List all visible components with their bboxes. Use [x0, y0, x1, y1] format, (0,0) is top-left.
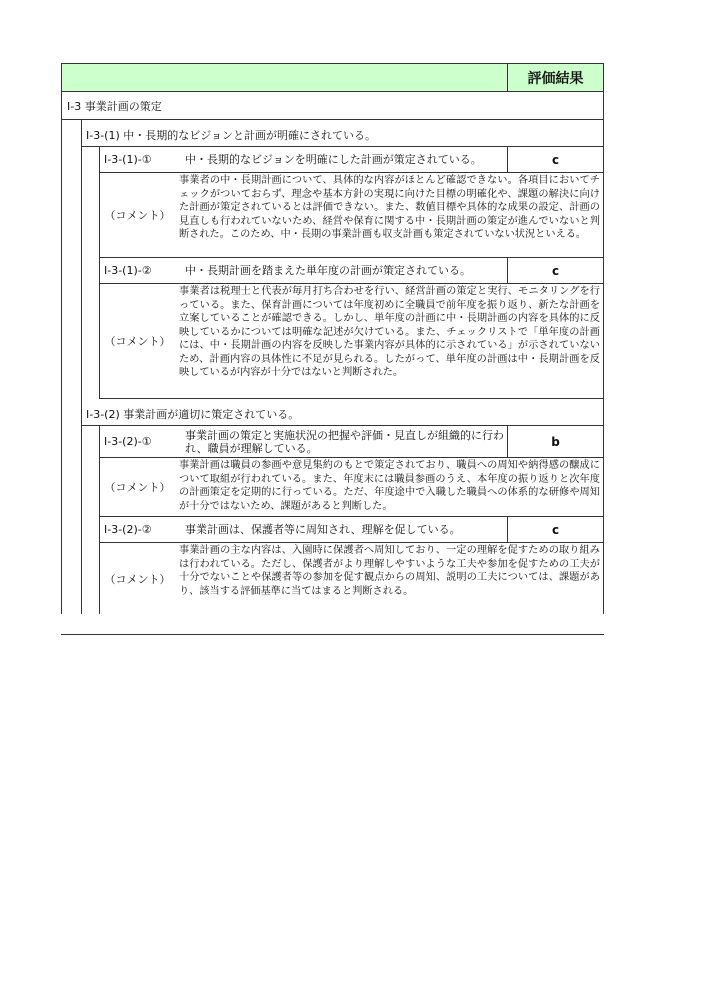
item-code: Ⅰ-3-(1)-① [104, 153, 152, 166]
item-rating: b [507, 426, 603, 457]
item-row [99, 426, 603, 458]
item-row [99, 147, 603, 173]
section-title: Ⅰ-3 事業計画の策定 [61, 92, 604, 120]
comment-label: （コメント） [104, 335, 171, 348]
item-code: Ⅰ-3-(2)-① [104, 435, 152, 448]
comment-text: 事業計画の主な内容は、入園時に保護者へ周知しており、一定の理解を促すための取り組みは行われている。ただし、保護者がより理解しやすいような工夫や参加を促すための工夫が十分でないことや保護者等の参加を促す観点からの周知、説明の工夫については、課題があり、該当する評価基準に当てはまると判断される。 [179, 545, 600, 597]
subsection-title: Ⅰ-3-(1) 中・長期的なビジョンと計画が明確にされている。 [81, 120, 603, 147]
comment-label: （コメント） [104, 209, 171, 222]
comment-row [99, 173, 603, 258]
item-rating: c [507, 517, 603, 542]
item-row [99, 517, 603, 543]
comment-text: 事業者は税理士と代表が毎月打ち合わせを行い、経営計画の策定と実行、モニタリングを行っている。また、保育計画については年度初めに全職員で前年度を振り返り、新たな計画を立案していることが確認できる。しかし、単年度の計画に中・長期計画の内容を具体的に反映しているかについては明確な記述が欠けている。また、チェックリストで「単年度の計画には、中・長期計画の内容を反映した事業内容が具体的に示されている」が示されていないため、計画内容の具体性に不足が見られる。したがって、単年度の計画は中・長期計画を反映しているが内容が十分ではないと判断された。 [179, 286, 600, 378]
section-body [61, 120, 604, 614]
table-header [61, 63, 604, 92]
item-rating: c [507, 258, 603, 283]
item-rating: c [507, 147, 603, 172]
subsection-body [81, 426, 603, 614]
item-row [99, 258, 603, 284]
evaluation-table [61, 63, 604, 614]
item-title: 事業計画は、保護者等に周知され、理解を促している。 [185, 523, 461, 536]
item-title: 中・長期計画を踏まえた単年度の計画が策定されている。 [185, 264, 471, 277]
comment-label: （コメント） [104, 481, 171, 494]
comment-text: 事業者の中・長期計画について、具体的な内容がほとんど確認できない。各項目においてチェックがついておらず、理念や基本方針の実現に向けた目標の明確化や、課題の解決に向けた計画が策定されているとは評価できない。また、数値目標や具体的な成果の設定、計画の見直しも行われていないため、経営や保育に関する中・長期計画の策定が進んでいないと判断された。このため、中・長期の事業計画も収支計画も策定されていない状況といえる。 [179, 175, 600, 240]
item-title: 中・長期的なビジョンを明確にした計画が策定されている。 [185, 153, 482, 166]
comment-row [99, 543, 603, 614]
comment-row [99, 284, 603, 399]
subsection-title: Ⅰ-3-(2) 事業計画が適切に策定されている。 [81, 399, 603, 426]
result-column-header: 評価結果 [507, 64, 603, 91]
comment-text: 事業計画は職員の参画や意見集約のもとで策定されており、職員への周知や納得感の醸成について取組が行われている。また、年度末には職員参画のうえ、本年度の振り返りと次年度の計画策定を定期的に行っている。ただ、年度途中で入職した職員への体系的な研修や周知が十分ではないため、課題があると判断した。 [179, 460, 600, 512]
table-bottom-border [61, 634, 604, 635]
comment-row [99, 458, 603, 517]
item-code: Ⅰ-3-(1)-② [104, 264, 152, 277]
item-title: 事業計画の策定と実施状況の把握や評価・見直しが組織的に行われ、職員が理解している。 [185, 428, 504, 455]
subsection-body [81, 147, 603, 399]
comment-label: （コメント） [104, 572, 171, 586]
item-code: Ⅰ-3-(2)-② [104, 523, 152, 536]
